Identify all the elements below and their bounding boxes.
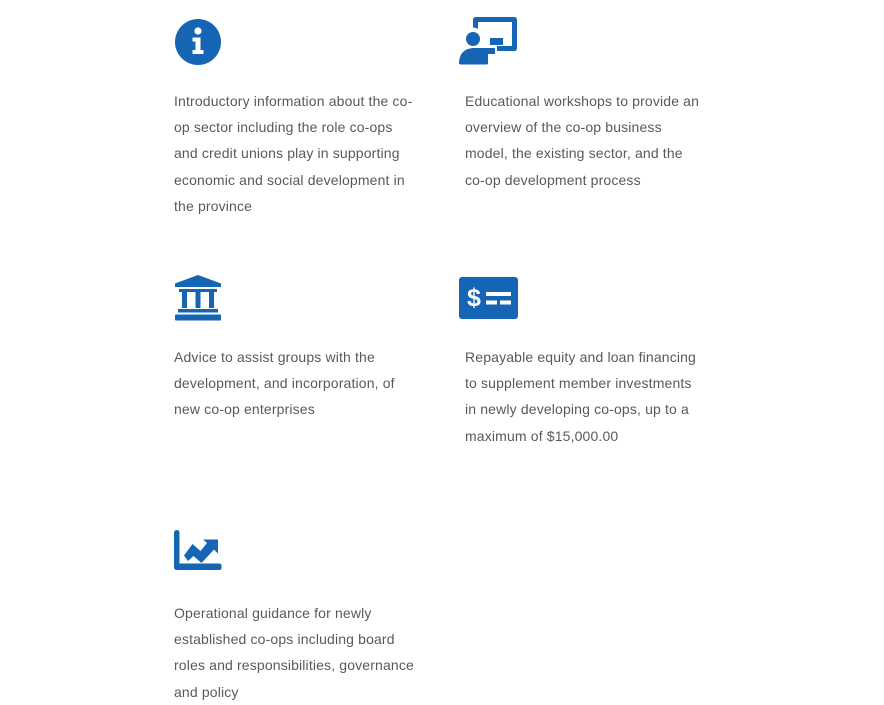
money-check-icon	[459, 264, 519, 314]
service-description: Introductory information about the co-op sector including the role co-ops and credit unions play in supporting economic and social development in the province	[174, 93, 413, 214]
service-description: Educational workshops to provide an overview of the co-op business model, the existing sector, and the co-op development process	[465, 93, 700, 188]
info-circle-icon	[174, 8, 234, 58]
chart-line-icon	[174, 520, 234, 570]
svg-text:$: $	[467, 284, 481, 312]
bank-building-icon	[174, 264, 234, 314]
service-description: Operational guidance for newly established co-ops including board roles and responsibilities, governance and policy	[174, 605, 414, 700]
presentation-teacher-icon	[459, 8, 519, 58]
service-description: Advice to assist groups with the development, and incorporation, of new co-op enterprises	[174, 349, 395, 418]
service-description: Repayable equity and loan financing to supplement member investments in newly developing co-ops, up to a maximum of $15,000.00	[465, 349, 696, 444]
